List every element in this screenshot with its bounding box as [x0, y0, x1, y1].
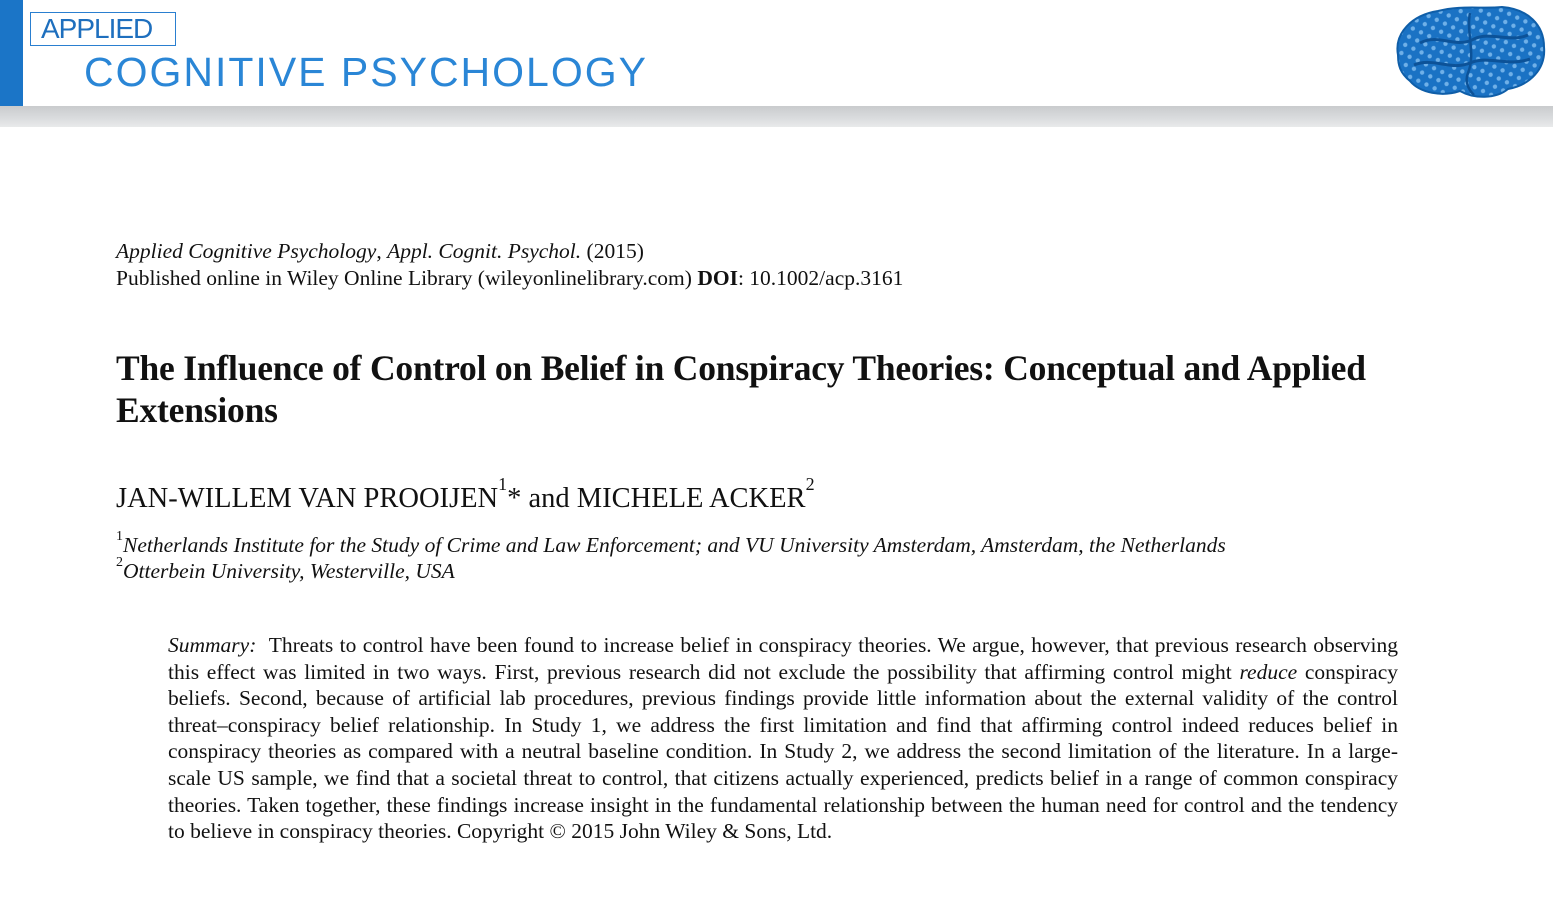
summary-text-part1: Threats to control have been found to increase belief in conspiracy theories. We argue, however, that previous research observing this effect was limited in two ways. First, previous research did not exclude the possibility that affirming control might [168, 633, 1398, 684]
journal-name: Applied Cognitive Psychology [116, 239, 377, 263]
affiliation-text: Otterbein University, Westerville, USA [123, 559, 455, 583]
doi-label: DOI [697, 266, 738, 290]
publication-year: (2015) [586, 239, 644, 263]
citation-block [116, 238, 903, 292]
affiliation-item [116, 555, 1226, 584]
citation-line-2: Published online in Wiley Online Library (wileyonlinelibrary.com) DOI: 10.1002/acp.3161 [116, 266, 904, 290]
summary-label: Summary: [168, 633, 257, 657]
brain-icon [1390, 3, 1548, 101]
affiliation-number: 2 [116, 555, 123, 570]
banner-accent-stripe [0, 0, 23, 106]
author-name: MICHELE ACKER [576, 483, 806, 514]
summary-emphasis: reduce [1239, 659, 1298, 684]
author-line [116, 474, 815, 519]
corresponding-mark: * [507, 483, 522, 514]
summary-text-part2: conspiracy beliefs. Second, because of artificial lab procedures, previous findings provide little information about the external validity of the control threat–conspiracy belief relationship. In Study 1, we address the first limitation and find that affirming control indeed reduces belief in conspiracy theories as compared with a neutral baseline condition. In Study 2, we address the second limitation of the literature. In a large-scale US sample, we find that a societal threat to control, that citizens actually experienced, predicts belief in a range of common conspiracy theories. Taken together, these findings increase insight in the fundamental relationship between the human need for control and the tendency to believe in conspiracy theories. Copyright © 2015 John Wiley & Sons, Ltd. [168, 659, 1399, 844]
affiliations [116, 529, 1226, 584]
header-divider [0, 106, 1553, 127]
doi-value: 10.1002/acp.3161 [749, 266, 904, 290]
author-affil-sup: 2 [805, 474, 815, 494]
journal-abbrev: Appl. Cognit. Psychol. [387, 239, 582, 263]
published-online-text: Published online in Wiley Online Library (wileyonlinelibrary.com) [116, 266, 692, 290]
citation-line-1: Applied Cognitive Psychology, Appl. Cognit. Psychol. (2015) [116, 239, 644, 263]
journal-banner [0, 0, 1553, 106]
author-name: JAN-WILLEM VAN PROOIJEN [116, 483, 499, 514]
journal-brand-applied: APPLIED [30, 12, 176, 46]
affiliation-number: 1 [116, 529, 123, 544]
affiliation-item [116, 529, 1226, 558]
author-joiner: and [528, 483, 570, 514]
author-affil-sup: 1 [498, 474, 508, 494]
journal-brand-title: COGNITIVE PSYCHOLOGY [84, 49, 648, 95]
summary-abstract [168, 632, 1398, 845]
affiliation-text: Netherlands Institute for the Study of Crime and Law Enforcement; and VU University Amsterdam, Amsterdam, the Netherlands [123, 533, 1226, 557]
article-title: The Influence of Control on Belief in Conspiracy Theories: Conceptual and Applied Extensions [116, 348, 1366, 430]
